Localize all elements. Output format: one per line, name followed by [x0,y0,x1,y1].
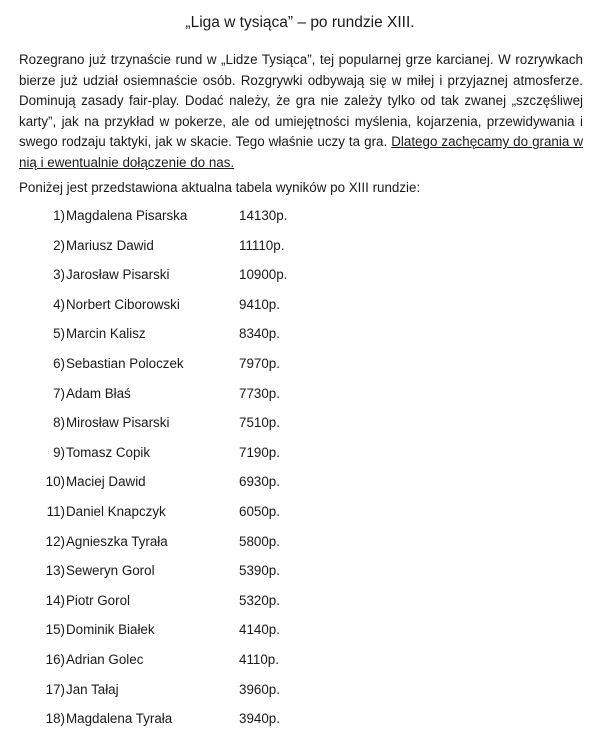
player-name: Adam Błaś [66,385,131,401]
player-name: Adrian Golec [66,652,144,667]
player-points: 6930p. [239,474,280,490]
player-points: 4110p. [239,652,279,667]
rank-number: 8) [53,415,65,431]
rank-number: 17) [45,681,65,697]
intro-underlined-text: Dlatego zachęcamy do grania w nią i ewentualnie dołączenie do nas. [19,134,583,170]
standings-row [0,206,600,226]
intro-text: Rozegrano już trzynaście rund w „Lidze Tysiąca”, tej popularnej grze karcianej. W rozrywkach bierze już udział osiemnaście osób. Rozgrywki odbywają się w miłej i przyjaznej atmosferze. Dominują zasady fair-play. Dodać należy, że gra nie zależy tylko od tak zwanej „szczęśliwej karty”, jak na przykład w pokerze, ale od umiejętności myślenia, kojarzenia, przewidywania i swego rodzaju taktyki, jak w skacie. Tego właśnie uczy ta gra. [19,52,583,149]
player-name: Marcin Kalisz [66,326,146,342]
player-points: 14130p. [239,208,288,223]
player-points: 5320p. [239,592,280,608]
rank-number: 12) [45,533,65,549]
player-name: Dominik Białek [66,622,155,638]
rank-number: 1) [53,208,65,223]
rank-number: 5) [53,326,65,342]
standings-row [0,265,600,285]
rank-number: 10) [45,474,65,490]
player-name: Magdalena Pisarska [66,208,188,223]
player-name: Seweryn Gorol [66,563,155,579]
player-points: 7970p. [239,356,280,371]
player-points: 5800p. [239,533,280,549]
standings-row [0,472,600,492]
standings-row [0,532,600,552]
player-points: 6050p. [239,504,280,519]
rank-number: 15) [45,622,65,638]
standings-row [0,591,600,611]
standings-row [0,413,600,433]
standings-row [0,384,600,404]
player-points: 3940p. [239,711,280,727]
standings-row [0,620,600,640]
standings-row [0,324,600,344]
player-name: Norbert Ciborowski [66,296,180,312]
player-name: Maciej Dawid [66,474,146,490]
player-points: 4140p. [239,622,280,638]
standings-row [0,354,600,374]
page-title: „Liga w tysiąca” – po rundzie XIII. [185,14,415,31]
player-points: 7510p. [239,415,280,431]
rank-number: 13) [45,563,65,579]
player-points: 11110p. [239,237,285,253]
standings-row [0,295,600,315]
player-points: 5390p. [239,563,280,579]
player-name: Mariusz Dawid [66,237,154,253]
player-name: Jarosław Pisarski [66,267,170,283]
standings-row [0,561,600,581]
standings-row [0,443,600,463]
rank-number: 7) [53,385,65,401]
player-name: Tomasz Copik [66,444,151,460]
rank-number: 3) [53,267,65,283]
player-points: 9410p. [239,296,280,312]
player-points: 7730p. [239,385,280,401]
player-points: 10900p. [239,267,288,283]
rank-number: 14) [45,592,65,608]
rank-number: 4) [53,296,65,312]
standings-row [0,502,600,522]
player-name: Piotr Gorol [66,592,130,608]
player-points: 7190p. [239,444,280,460]
intro-paragraph [19,50,583,173]
rank-number: 11) [46,504,65,519]
player-name: Sebastian Poloczek [66,356,184,371]
rank-number: 16) [45,652,65,667]
rank-number: 9) [53,444,65,460]
rank-number: 18) [45,711,65,727]
standings-row [0,650,600,670]
table-lead-text: Poniżej jest przedstawiona aktualna tabela wyników po XIII rundzie: [19,180,421,195]
player-name: Jan Tałaj [66,681,119,697]
player-name: Daniel Knapczyk [66,504,166,519]
rank-number: 2) [53,237,65,253]
player-points: 3960p. [239,681,280,697]
standings-row [0,709,600,729]
player-name: Magdalena Tyrała [66,711,173,727]
player-points: 8340p. [239,326,280,342]
player-name: Agnieszka Tyrała [66,533,168,549]
rank-number: 6) [53,356,65,371]
standings-row [0,236,600,256]
standings-row [0,680,600,700]
player-name: Mirosław Pisarski [66,415,170,431]
